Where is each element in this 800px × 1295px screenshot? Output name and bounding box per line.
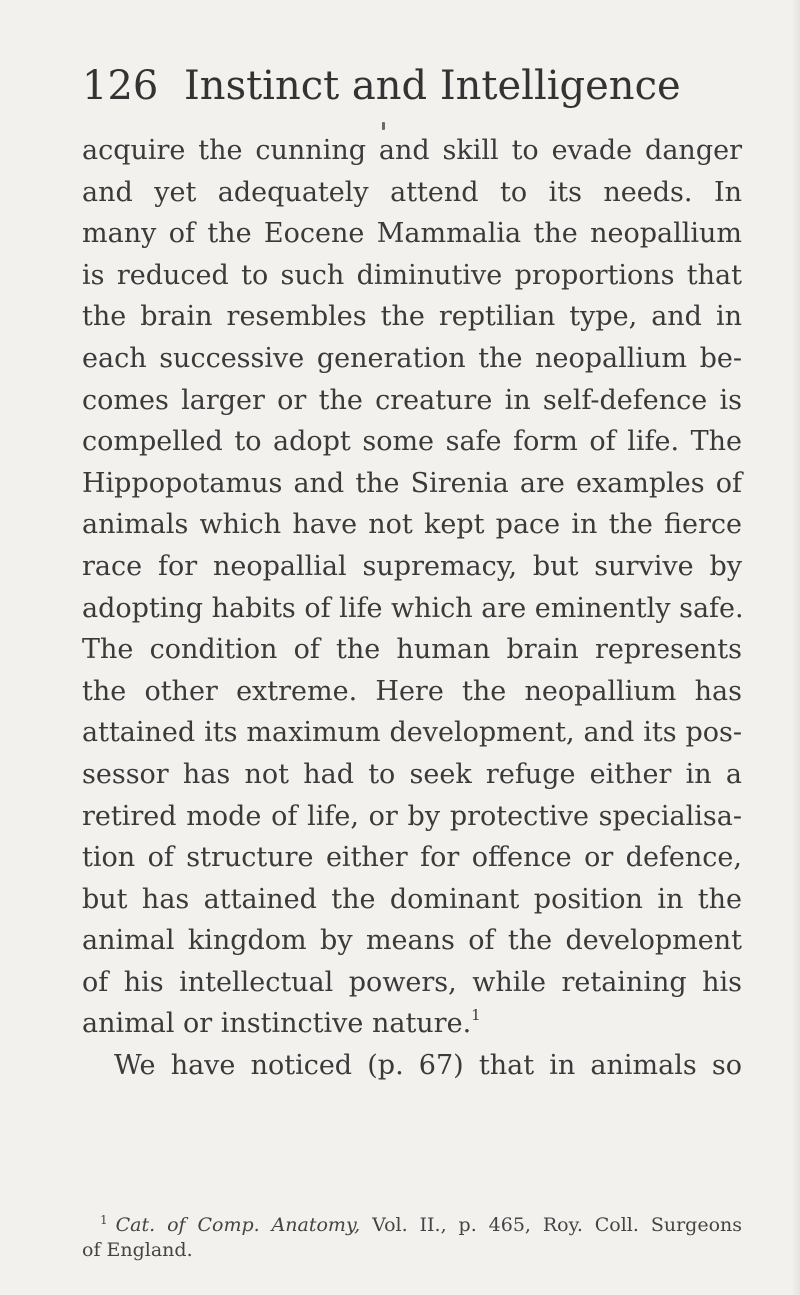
body-line: attained its maximum development, and its pos- bbox=[82, 717, 742, 749]
body-line: retired mode of life, or by protective specialisa- bbox=[82, 800, 742, 832]
footnote-reference: 1 bbox=[471, 1006, 481, 1025]
paragraph-start-line: We have noticed (p. 67) that in animals so bbox=[114, 1050, 742, 1082]
body-line: Hippopotamus and the Sirenia are examples of bbox=[82, 467, 742, 499]
body-line: The condition of the human brain represents bbox=[82, 634, 742, 666]
body-line: race for neopallial supremacy, but survive by bbox=[82, 550, 742, 582]
body-line: is reduced to such diminutive proportions that bbox=[82, 259, 742, 291]
body-line: the brain resembles the reptilian type, and in bbox=[82, 301, 742, 333]
body-line: animal kingdom by means of the development bbox=[82, 925, 742, 957]
body-text bbox=[82, 130, 742, 1087]
footnote-line bbox=[82, 1213, 742, 1238]
body-line: comes larger or the creature in self-defence is bbox=[82, 384, 742, 416]
body-line: the other extreme. Here the neopallium has bbox=[82, 675, 742, 707]
body-line: sessor has not had to seek refuge either in a bbox=[82, 758, 742, 790]
body-line: compelled to adopt some safe form of life. The bbox=[82, 426, 742, 458]
body-line: acquire the cunning and skill to evade danger bbox=[82, 135, 742, 166]
body-line: tion of structure either for offence or defence, bbox=[82, 842, 742, 874]
footnotes bbox=[82, 1213, 742, 1263]
body-line: many of the Eocene Mammalia the neopallium bbox=[82, 218, 742, 250]
footnote-marker: 1 bbox=[100, 1213, 108, 1227]
print-speck bbox=[382, 122, 385, 130]
body-line: adopting habits of life which are eminently safe. bbox=[82, 592, 744, 624]
page-number: 126 bbox=[82, 63, 159, 109]
page-edge-shadow bbox=[792, 0, 800, 1295]
body-line: each successive generation the neopallium be- bbox=[82, 342, 742, 374]
body-line: and yet adequately attend to its needs. In bbox=[82, 176, 742, 208]
body-line: animals which have not kept pace in the fierce bbox=[82, 509, 742, 541]
footnote-detail: Vol. II., p. 465, Roy. Coll. Surgeons bbox=[372, 1214, 743, 1236]
running-title: Instinct and Intelligence bbox=[184, 63, 681, 109]
running-header bbox=[82, 62, 722, 110]
body-line: of his intellectual powers, while retaining his bbox=[82, 966, 742, 998]
body-line: but has attained the dominant position in the bbox=[82, 883, 742, 915]
footnote-title: Cat. of Comp. Anatomy, bbox=[115, 1214, 361, 1236]
paragraph-end-line bbox=[82, 1003, 742, 1045]
paragraph-end-text: animal or instinctive nature. bbox=[82, 1008, 472, 1040]
footnote-line-2: of England. bbox=[82, 1239, 193, 1261]
